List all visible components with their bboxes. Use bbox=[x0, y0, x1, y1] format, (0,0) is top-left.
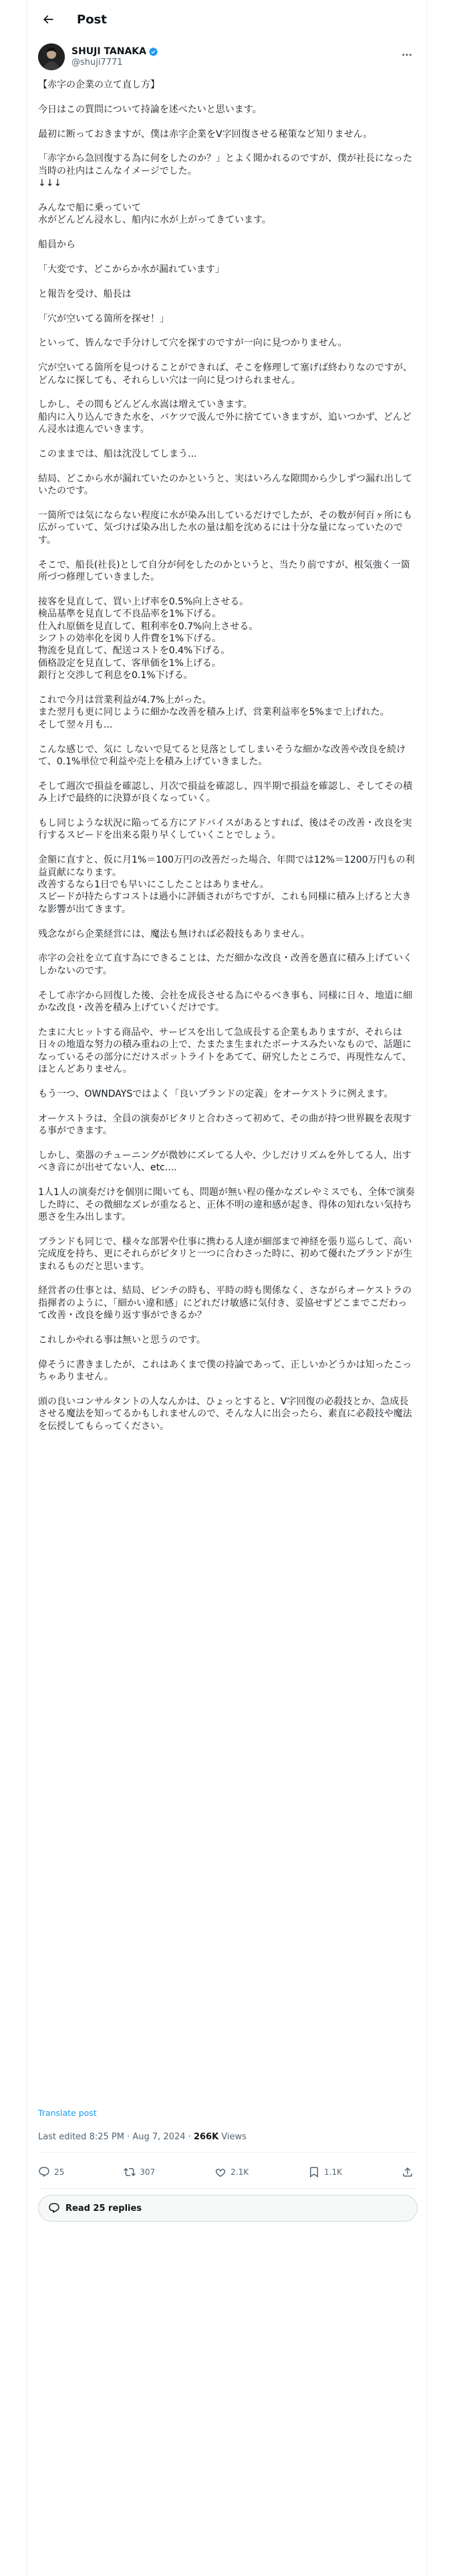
reply-count: 25 bbox=[54, 2167, 65, 2177]
author-display-name[interactable]: SHUJI TANAKA bbox=[71, 46, 146, 57]
more-dots-icon bbox=[401, 49, 413, 61]
repost-button[interactable] bbox=[124, 2166, 155, 2178]
top-bar bbox=[27, 0, 428, 39]
post-paragraph: そこで、船長(社長)として自分が何をしたのかというと、当たり前ですが、根気強く一箇所づつ修理していきました。 bbox=[38, 559, 410, 583]
post-paragraph: そして赤字から回復した後、会社を成長させる為にやるべき事も、同様に日々、地道に細かな改良・改善を積み上げていくだけです。 bbox=[38, 990, 412, 1014]
post-paragraph: しかし、楽器のチューニングが微妙にズレてる人や、少しだけリズムを外してる人、出すべき音にが出せてない人、etc.... bbox=[38, 1150, 412, 1174]
post-paragraph: もし同じような状況に陥ってる方にアドバイスがあるとすれば、後はその改善・改良を実行するスピードを出来る限り早くしていくことでしょう。 bbox=[38, 818, 412, 841]
views-label: Views bbox=[221, 2132, 247, 2142]
arrow-left-icon bbox=[41, 13, 55, 26]
heart-icon bbox=[214, 2166, 227, 2178]
bookmark-icon bbox=[308, 2166, 320, 2178]
post-paragraph: 経営者の仕事とは、結局、ピンチの時も、平時の時も関係なく、さながらオーケストラの指揮者のように、「細かい違和感」にどれだけ敏感に気付き、妥協せずどこまでこだわって改善・改良を繰り返す事ができるか？ bbox=[38, 1285, 412, 1321]
post-paragraph: 一箇所では気にならない程度に水が染み出しているだけでしたが、その数が何百ヶ所にも広がっていて、気づけば染み出した水の量は船を沈めるには十分な量になっていたのです。 bbox=[38, 510, 412, 546]
meta-separator: · bbox=[127, 2132, 130, 2142]
post-paragraph: 今日はこの質問について持論を述べたいと思います。 bbox=[38, 104, 262, 115]
post-paragraph: オーケストラは、全員の演奏がピタリと合わさって初めて、その曲が持つ世界観を表現する事ができます。 bbox=[38, 1113, 412, 1137]
post-meta bbox=[38, 2132, 247, 2142]
name-row bbox=[71, 46, 158, 57]
post-paragraph: 【赤字の企業の立て直し方】 bbox=[38, 80, 160, 90]
more-options-button[interactable] bbox=[400, 48, 414, 62]
avatar-portrait-icon bbox=[38, 43, 65, 70]
reply-button[interactable] bbox=[38, 2166, 64, 2178]
post-paragraph: 最初に断っておきますが、僕は赤字企業をV字回復させる秘策など知りません。 bbox=[38, 128, 373, 140]
share-button[interactable] bbox=[402, 2166, 418, 2178]
avatar[interactable] bbox=[38, 43, 65, 70]
page-title: Post bbox=[77, 12, 107, 27]
post-paragraph: 穴が空いてる箇所を見つけることができれば、そこを修理して塞げば終わりなのですが、どんなに探しても、それらしい穴は一向に見つけられません。 bbox=[38, 362, 412, 386]
repost-icon bbox=[124, 2166, 136, 2178]
post-paragraph: 結局、どこから水が漏れていたのかというと、実はいろんな隙間から少しずつ漏れ出していたのです。 bbox=[38, 473, 412, 497]
post-paragraph: といって、皆んなで手分けして穴を探すのですが一向に見つかりません。 bbox=[38, 338, 347, 349]
bookmark-button[interactable] bbox=[308, 2166, 342, 2178]
speech-bubble-icon bbox=[48, 2202, 60, 2214]
post-text bbox=[38, 79, 416, 1445]
edited-prefix[interactable]: Last edited bbox=[38, 2132, 87, 2142]
post-paragraph: 接客を見直して、買い上げ率を0.5%向上させる。 検品基準を見直して不良品率を1%下げる。 仕入れ原価を見直して、粗利率を0.7%向上させる。 シフトの効率化を図り人件費を1%下げる。 物流を見直して、配送コストを0.4%下げる。 価格設定を見直して、客単価を1%上げる。 銀行と交渉して利息を0.1%下げる。 bbox=[38, 596, 259, 681]
post-paragraph: 偉そうに書きましたが、これはあくまで僕の持論であって、正しいかどうかは知ったこっちゃありません。 bbox=[38, 1359, 412, 1383]
views-count: 266K bbox=[193, 2132, 219, 2142]
post-paragraph: 船員から bbox=[38, 239, 76, 251]
author-handle[interactable]: @shuji7771 bbox=[71, 58, 123, 68]
post-paragraph: もう一つ、OWNDAYSではよく「良いブランドの定義」をオーケストラに例えます。 bbox=[38, 1088, 394, 1099]
post-paragraph: 「大変です、どこからか水が漏れています」 bbox=[38, 264, 224, 275]
post-paragraph: これで今月は営業利益が4.7%上がった。 また翌月も更に同じように細かな改善を積み上げ、営業利益率を5%まで上げれた。 そして翌々月も... bbox=[38, 695, 390, 730]
post-paragraph: このままでは、船は沈没してしまう... bbox=[38, 449, 197, 459]
post-column bbox=[27, 0, 428, 2576]
read-replies-button[interactable] bbox=[38, 2195, 418, 2222]
post-paragraph: と報告を受け、船長は bbox=[38, 288, 132, 300]
bookmark-count: 1.1K bbox=[324, 2167, 342, 2177]
like-button[interactable] bbox=[214, 2166, 249, 2178]
divider bbox=[38, 2152, 418, 2153]
post-time[interactable]: 8:25 PM bbox=[89, 2132, 124, 2142]
verified-badge-icon bbox=[148, 47, 158, 57]
share-icon bbox=[402, 2166, 414, 2178]
post-paragraph: たまに大ヒットする商品や、サービスを出して急成長する企業もありますが、それらは日々の地道な努力の積み重ねの上で、たまたま生まれたボーナスみたいなもので、話題になっているその部分にだけスポットライトをあてて、研究したところで、再現性なんて、ほとんどありません。 bbox=[38, 1027, 412, 1075]
post-paragraph: これしかやれる事は無いと思うのです。 bbox=[38, 1334, 206, 1346]
post-paragraph: 頭の良いコンサルタントの人なんかは、ひょっとすると、V字回復の必殺技とか、急成長させる魔法を知ってるかもしれませんので、そんな人に出会ったら、素直に必殺技や魔法を伝授してもらってください。 bbox=[38, 1396, 412, 1432]
post-paragraph: 「赤字から急回復する為に何をしたのか？」とよく聞かれるのですが、僕が社長になった当時の社内はこんなイメージでした。 ↓↓↓ bbox=[38, 153, 412, 189]
translate-post-link[interactable]: Translate post bbox=[38, 2108, 97, 2118]
back-button[interactable] bbox=[38, 9, 58, 29]
post-paragraph: そして週次で損益を確認し、月次で損益を確認し、四半期で損益を確認し、そしてその積み上げで最終的に決算が良くなっていく。 bbox=[38, 780, 412, 804]
post-paragraph: しかし、その間もどんどん水嵩は増えていきます。 船内に入り込んできた水を、バケツで汲んで外に捨てていきますが、追いつかず、どんどん浸水は進んでいきます。 bbox=[38, 399, 412, 435]
action-bar bbox=[38, 2160, 418, 2184]
read-replies-label: Read 25 replies bbox=[65, 2203, 142, 2214]
repost-count: 307 bbox=[140, 2167, 156, 2177]
meta-separator: · bbox=[188, 2132, 191, 2142]
post-paragraph: 残念ながら企業経営には、魔法も無ければ必殺技もありません。 bbox=[38, 928, 310, 940]
post-paragraph: みんなで船に乗っていて 水がどんどん浸水し、船内に水が上がってきています。 bbox=[38, 203, 271, 226]
author-names bbox=[71, 46, 158, 68]
post-paragraph: 金額に直すと、仮に月1%＝100万円の改善だった場合、年間では12%＝1200万円もの利益貢献になります。 改善するなら1日でも早いにこしたことはありません。 スピードが持たらすコストは過小に評価されがちですが、これも同様に積み上げると大きな影響が出てきます。 bbox=[38, 855, 415, 915]
post-paragraph: 赤字の会社を立て直す為にできることは、ただ細かな改良・改善を愚直に積み上げていくしかないのです。 bbox=[38, 953, 412, 976]
post-paragraph: ブランドも同じで、様々な部署や仕事に携わる人達が細部まで神経を張り巡らして、高い完成度を持ち、更にそれらがピタリと一つに合わさった時に、初めて優れたブランドが生まれるものだと思います。 bbox=[38, 1236, 412, 1272]
divider bbox=[38, 2188, 418, 2189]
post-paragraph: 1人1人の演奏だけを個別に聞いても、問題が無い程の僅かなズレやミスでも、全体で演奏した時に、その微細なズレが重なると、正体不明の違和感が起き、得体の知れない気持ち悪さを生み出します。 bbox=[38, 1187, 415, 1222]
post-paragraph: 「穴が空いてる箇所を探せ！」 bbox=[38, 313, 169, 324]
reply-icon bbox=[38, 2166, 50, 2178]
author-row bbox=[38, 41, 418, 72]
post-date[interactable]: Aug 7, 2024 bbox=[132, 2132, 186, 2142]
like-count: 2.1K bbox=[231, 2167, 249, 2177]
post-paragraph: こんな感じで、気に しないで見てると見落としてしまいそうな細かな改善や改良を続けて、0.1%単位で利益や売上を積み上げていきました。 bbox=[38, 744, 406, 768]
